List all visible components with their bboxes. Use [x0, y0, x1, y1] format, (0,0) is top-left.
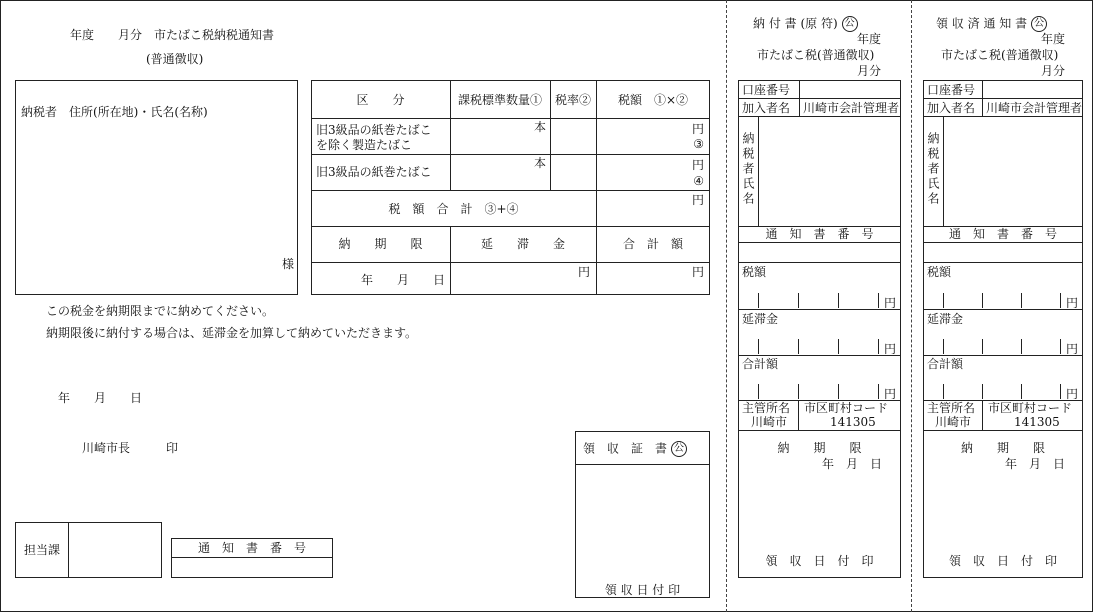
stub1-taxpayer-vertical: 納税者氏名: [741, 132, 755, 207]
stub2-due-date: 年 月 日: [1005, 457, 1066, 471]
stub2-year: 年度: [1041, 32, 1066, 46]
taxpayer-label: 納税者 住所(所在地)・氏名(名称): [21, 105, 208, 119]
perforation-line-2: [911, 0, 912, 612]
stub2-notice-number-label: 通 知 書 番 号: [948, 227, 1057, 241]
tantou-label: 担当課: [24, 543, 61, 557]
mayor-signature: 川崎市長 印: [82, 441, 179, 455]
stub1-total-label: 合計額: [742, 357, 779, 371]
row2-yen: 円: [691, 158, 704, 172]
stub2-total-yen: 円: [1066, 387, 1079, 401]
stub1-form: [738, 80, 901, 578]
receipt-title-text: 領 収 証 書: [583, 441, 668, 456]
stub2-due-label: 納 期 限: [960, 441, 1045, 455]
stub2-stamp-label: 領 収 日 付 印: [948, 554, 1057, 568]
stub1-late-fee-yen: 円: [884, 342, 897, 356]
stub2-total-label: 合計額: [927, 357, 964, 371]
stub2-tax-yen: 円: [1066, 296, 1079, 310]
stub2-subscriber-value: 川崎市会計管理者: [986, 101, 1083, 115]
sama-honorific: 様: [282, 257, 295, 271]
row2-unit: 本: [533, 156, 546, 170]
stub1-code-value: 141305: [830, 415, 876, 429]
stub1-tax-name: 市たばこ税(普通徴収): [757, 48, 875, 62]
due-date: 年 月 日: [360, 273, 445, 287]
total-label: 税 額 合 計 ③+④: [388, 202, 519, 216]
col-rate: 税率②: [554, 93, 591, 107]
receipt-title: [583, 441, 687, 457]
row1-mark: ③: [693, 137, 704, 151]
row2-label: 旧3級品の紙巻たばこ: [316, 165, 432, 179]
stub1-due-label: 納 期 限: [777, 441, 862, 455]
stub2-seal-icon: 公: [1031, 16, 1047, 32]
sum-yen: 円: [691, 265, 704, 279]
stub2-late-fee-yen: 円: [1066, 342, 1079, 356]
stub1-subscriber-value: 川崎市会計管理者: [803, 101, 900, 115]
col-kubun: 区 分: [356, 93, 405, 107]
document-title: 年度 月分 市たばこ税納税通知書: [70, 28, 275, 42]
stub2-tax-label: 税額: [927, 265, 952, 279]
total-yen: 円: [691, 193, 704, 207]
stub2-subscriber-label: 加入者名: [927, 101, 976, 115]
stub1-seal-icon: 公: [842, 16, 858, 32]
stub2-month: 月分: [1041, 64, 1066, 78]
due-label: 納 期 限: [338, 237, 423, 251]
row2-mark: ④: [693, 174, 704, 188]
stub2-account-label: 口座番号: [927, 83, 976, 97]
perforation-line-1: [726, 0, 727, 612]
stub1-stamp-label: 領 収 日 付 印: [765, 554, 874, 568]
stub1-notice-number-label: 通 知 書 番 号: [765, 227, 874, 241]
stub1-late-fee-label: 延滞金: [742, 312, 779, 326]
row1-unit: 本: [533, 120, 546, 134]
stub1-total-yen: 円: [884, 387, 897, 401]
issue-date: 年 月 日: [58, 391, 143, 405]
stub1-due-date: 年 月 日: [822, 457, 883, 471]
late-fee-yen: 円: [577, 265, 590, 279]
stub2-code-label: 市区町村コード: [988, 401, 1073, 415]
stub1-title-text: 納 付 書 (原 符): [753, 16, 838, 31]
stub1-code-label: 市区町村コード: [804, 401, 889, 415]
public-seal-icon: 公: [671, 441, 687, 457]
stub2-late-fee-label: 延滞金: [927, 312, 964, 326]
stub1-office-label: 主管所名: [742, 401, 791, 415]
sum-label: 合 計 額: [622, 237, 683, 251]
stub2-form: [923, 80, 1083, 578]
stub1-title: [753, 16, 858, 32]
row1-label-line2: を除く製造たばこ: [316, 138, 413, 152]
stub1-year: 年度: [857, 32, 882, 46]
stub1-month: 月分: [857, 64, 882, 78]
stub1-account-label: 口座番号: [742, 83, 791, 97]
stub2-tax-name: 市たばこ税(普通徴収): [941, 48, 1059, 62]
stub2-taxpayer-vertical: 納税者氏名: [926, 132, 940, 207]
stub1-tax-yen: 円: [884, 296, 897, 310]
stub2-code-value: 141305: [1014, 415, 1060, 429]
notice-number-label: 通 知 書 番 号: [197, 541, 306, 555]
stub1-office-value: 川崎市: [751, 415, 788, 429]
receipt-date-stamp: 領 収 日 付 印: [604, 583, 681, 597]
stub1-tax-label: 税額: [742, 265, 767, 279]
stub2-office-value: 川崎市: [935, 415, 972, 429]
document-subtitle: (普通徴収): [146, 52, 204, 66]
row1-yen: 円: [691, 122, 704, 136]
col-quantity: 課税標準数量①: [457, 93, 542, 107]
stub2-title: [936, 16, 1047, 32]
row1-label-line1: 旧3級品の紙巻たばこ: [316, 123, 432, 137]
col-tax: 税額 ①×②: [617, 93, 689, 107]
stub2-title-text: 領 収 済 通 知 書: [936, 16, 1028, 31]
notice-line-1: この税金を納期限までに納めてください。: [46, 304, 275, 318]
stub1-subscriber-label: 加入者名: [742, 101, 791, 115]
late-fee-label: 延 滞 金: [480, 237, 565, 251]
notice-line-2: 納期限後に納付する場合は、延滞金を加算して納めていただきます。: [46, 326, 418, 340]
stub2-office-label: 主管所名: [927, 401, 976, 415]
